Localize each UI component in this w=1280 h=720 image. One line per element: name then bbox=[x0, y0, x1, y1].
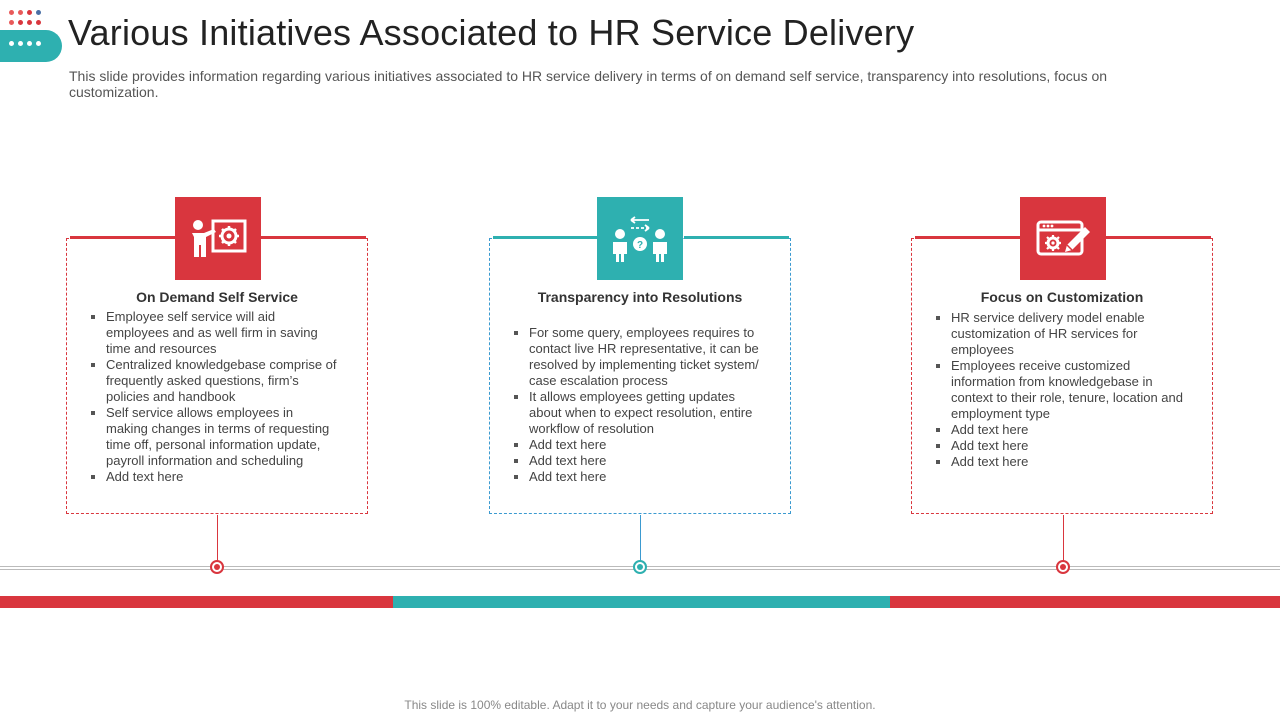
page-title: Various Initiatives Associated to HR Service Delivery bbox=[68, 12, 915, 53]
list-item: Add text here bbox=[933, 422, 1183, 438]
timeline-node bbox=[210, 560, 224, 574]
logo-dot bbox=[36, 41, 41, 46]
card-title: On Demand Self Service bbox=[136, 289, 298, 305]
list-item: Centralized knowledgebase comprise of frequently asked questions, firm’s policies and handbook bbox=[88, 357, 338, 405]
browser-gear-pencil-icon bbox=[1020, 197, 1106, 280]
list-item: For some query, employees requires to contact live HR representative, it can be resolved by implementing ticket system/ case escalation process bbox=[511, 325, 761, 389]
card-bullet-list bbox=[933, 310, 1183, 470]
card-top-rule bbox=[70, 236, 175, 239]
card-title: Focus on Customization bbox=[980, 289, 1144, 305]
list-item: Add text here bbox=[511, 437, 761, 453]
presentation-gear-icon bbox=[175, 197, 261, 280]
timeline-connector bbox=[1063, 515, 1064, 561]
page-subtitle: This slide provides information regarding various initiatives associated to HR service delivery in terms of on demand self service, transparency into resolutions, focus on customization. bbox=[69, 68, 1108, 100]
logo-dot bbox=[36, 20, 41, 25]
brand-logo bbox=[0, 8, 64, 56]
logo-dot bbox=[36, 10, 41, 15]
logo-dot bbox=[18, 20, 23, 25]
card-title: Transparency into Resolutions bbox=[537, 289, 743, 305]
card-bullet-list bbox=[88, 309, 338, 485]
list-item: Add text here bbox=[88, 469, 338, 485]
logo-dot bbox=[18, 41, 23, 46]
logo-dot bbox=[9, 41, 14, 46]
card-top-rule bbox=[1106, 236, 1211, 239]
color-band bbox=[393, 596, 890, 608]
logo-dot bbox=[9, 10, 14, 15]
logo-dot bbox=[27, 41, 32, 46]
list-item: Add text here bbox=[933, 454, 1183, 470]
logo-dot bbox=[27, 20, 32, 25]
card-top-rule bbox=[915, 236, 1020, 239]
card-top-rule bbox=[261, 236, 366, 239]
timeline-node bbox=[633, 560, 647, 574]
logo-dot bbox=[9, 20, 14, 25]
list-item: Add text here bbox=[933, 438, 1183, 454]
timeline-connector bbox=[640, 515, 641, 561]
timeline-node bbox=[1056, 560, 1070, 574]
color-band bbox=[0, 596, 393, 608]
logo-pill bbox=[0, 30, 62, 62]
card-top-rule bbox=[684, 236, 789, 239]
list-item: Add text here bbox=[511, 469, 761, 485]
list-item: It allows employees getting updates about when to expect resolution, entire workflow of resolution bbox=[511, 389, 761, 437]
card-top-rule bbox=[493, 236, 597, 239]
svg-text:?: ? bbox=[636, 239, 644, 251]
people-question-exchange-icon bbox=[597, 197, 683, 280]
list-item: Self service allows employees in making changes in terms of requesting time off, personal information update, payroll information and scheduling bbox=[88, 405, 338, 469]
logo-dot bbox=[18, 10, 23, 15]
logo-dot bbox=[27, 10, 32, 15]
card-bullet-list bbox=[511, 325, 761, 485]
list-item: HR service delivery model enable customization of HR services for employees bbox=[933, 310, 1183, 358]
list-item: Employee self service will aid employees and as well firm in saving time and resources bbox=[88, 309, 338, 357]
timeline-connector bbox=[217, 515, 218, 561]
list-item: Employees receive customized information from knowledgebase in context to their role, tenure, location and employment type bbox=[933, 358, 1183, 422]
list-item: Add text here bbox=[511, 453, 761, 469]
footer-note: This slide is 100% editable. Adapt it to your needs and capture your audience's attention. bbox=[404, 698, 876, 712]
color-band bbox=[890, 596, 1280, 608]
